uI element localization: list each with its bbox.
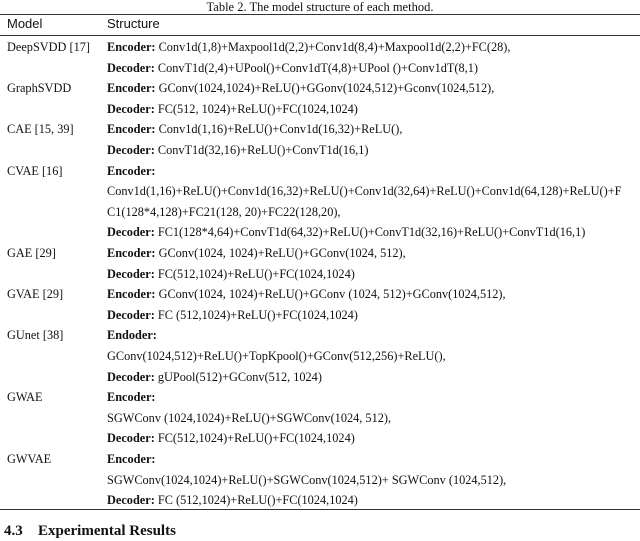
model-name: DeepSVDD [17] bbox=[7, 40, 90, 54]
structure-text: GConv(1024, 1024)+ReLU()+GConv (1024, 512)+GConv(1024,512), bbox=[155, 287, 506, 302]
model-name: GWAE bbox=[7, 390, 43, 405]
structure-line bbox=[107, 161, 156, 181]
model-name: GVAE [29] bbox=[7, 287, 64, 302]
model-name: GAE [29] bbox=[7, 246, 56, 260]
section-heading bbox=[4, 521, 176, 541]
section-title: Experimental Results bbox=[38, 523, 176, 539]
structure-label: Decoder: bbox=[107, 266, 155, 281]
structure-label: Encoder: bbox=[107, 452, 156, 466]
structure-line bbox=[107, 181, 622, 201]
structure-text: GConv(1024, 1024)+ReLU()+GConv(1024, 512), bbox=[155, 246, 406, 260]
structure-line bbox=[107, 202, 341, 222]
table-header-rule bbox=[0, 35, 640, 36]
structure-text: GConv(1024,512)+ReLU()+TopKpool()+GConv(512,256)+ReLU(), bbox=[107, 349, 446, 363]
structure-text: FC1(128*4,64)+ConvT1d(64,32)+ReLU()+ConvT1d(32,16)+ReLU()+ConvT1d(16,1) bbox=[154, 225, 586, 240]
model-name: GUnet [38] bbox=[7, 328, 64, 343]
structure-label: Encoder: bbox=[107, 390, 156, 405]
structure-label: Decoder: bbox=[107, 493, 155, 508]
structure-label: Encoder: bbox=[107, 287, 156, 302]
header-structure: Structure bbox=[107, 16, 160, 31]
structure-label: Decoder: bbox=[107, 101, 155, 116]
structure-label: Decoder: bbox=[107, 143, 155, 157]
structure-line bbox=[107, 78, 494, 98]
structure-label: Encoder: bbox=[107, 246, 156, 260]
structure-line bbox=[107, 449, 156, 469]
structure-line bbox=[107, 140, 368, 160]
structure-label: Encoder: bbox=[107, 40, 156, 54]
structure-line bbox=[107, 99, 358, 119]
structure-line bbox=[107, 470, 506, 490]
table-caption: Table 2. The model structure of each method. bbox=[206, 0, 434, 14]
structure-line bbox=[107, 264, 355, 284]
structure-text: C1(128*4,128)+FC21(128, 20)+FC22(128,20), bbox=[107, 204, 341, 219]
structure-line bbox=[107, 305, 358, 325]
model-name: CVAE [16] bbox=[7, 163, 63, 178]
structure-text: Conv1d(1,16)+ReLU()+Conv1d(16,32)+ReLU()+Conv1d(32,64)+ReLU()+Conv1d(64,128)+ReLU()+F bbox=[107, 184, 622, 199]
section-number: 4.3 bbox=[4, 523, 23, 539]
structure-text: FC (512,1024)+ReLU()+FC(1024,1024) bbox=[154, 493, 358, 508]
structure-label: Encoder: bbox=[107, 122, 156, 137]
structure-text: SGWConv (1024,1024)+ReLU()+SGWConv(1024, 512), bbox=[107, 410, 392, 425]
structure-text: FC(512, 1024)+ReLU()+FC(1024,1024) bbox=[154, 101, 358, 116]
model-name: GWVAE bbox=[7, 452, 52, 466]
structure-line bbox=[107, 387, 156, 407]
structure-line bbox=[107, 243, 406, 263]
structure-line bbox=[107, 428, 355, 448]
structure-line bbox=[107, 284, 506, 304]
structure-label: Decoder: bbox=[107, 369, 155, 384]
structure-line bbox=[107, 222, 585, 242]
structure-label: Encoder: bbox=[107, 81, 156, 96]
structure-line bbox=[107, 490, 358, 510]
header-model: Model bbox=[7, 16, 43, 31]
table-bottom-rule bbox=[0, 509, 640, 510]
structure-line bbox=[107, 367, 322, 387]
structure-label: Decoder: bbox=[107, 225, 155, 240]
structure-line bbox=[107, 119, 402, 139]
structure-text: GConv(1024,1024)+ReLU()+GGonv(1024,512)+Gconv(1024,512), bbox=[155, 81, 495, 96]
model-name: GraphSVDD bbox=[7, 81, 72, 96]
structure-line bbox=[107, 37, 510, 57]
structure-label: Encoder: bbox=[107, 163, 156, 178]
structure-text: ConvT1d(2,4)+UPool()+Conv1dT(4,8)+UPool ()+Conv1dT(8,1) bbox=[154, 60, 478, 75]
structure-line bbox=[107, 346, 446, 366]
model-name: CAE [15, 39] bbox=[7, 122, 74, 137]
structure-text: Conv1d(1,16)+ReLU()+Conv1d(16,32)+ReLU(), bbox=[155, 122, 403, 137]
structure-text: Conv1d(1,8)+Maxpool1d(2,2)+Conv1d(8,4)+Maxpool1d(2,2)+FC(28), bbox=[155, 40, 511, 54]
structure-text: FC (512,1024)+ReLU()+FC(1024,1024) bbox=[154, 307, 358, 322]
structure-label: Decoder: bbox=[107, 60, 155, 75]
structure-label: Decoder: bbox=[107, 307, 155, 322]
structure-label: Endoder: bbox=[107, 328, 157, 343]
structure-text: gUPool(512)+GConv(512, 1024) bbox=[154, 369, 322, 384]
structure-text: ConvT1d(32,16)+ReLU()+ConvT1d(16,1) bbox=[154, 143, 369, 157]
structure-text: FC(512,1024)+ReLU()+FC(1024,1024) bbox=[154, 431, 355, 446]
structure-line bbox=[107, 325, 157, 345]
structure-text: SGWConv(1024,1024)+ReLU()+SGWConv(1024,512)+ SGWConv (1024,512), bbox=[107, 472, 507, 487]
structure-label: Decoder: bbox=[107, 431, 155, 446]
structure-line bbox=[107, 58, 478, 78]
structure-text: FC(512,1024)+ReLU()+FC(1024,1024) bbox=[154, 266, 355, 281]
table-top-rule bbox=[0, 14, 640, 15]
structure-line bbox=[107, 408, 391, 428]
